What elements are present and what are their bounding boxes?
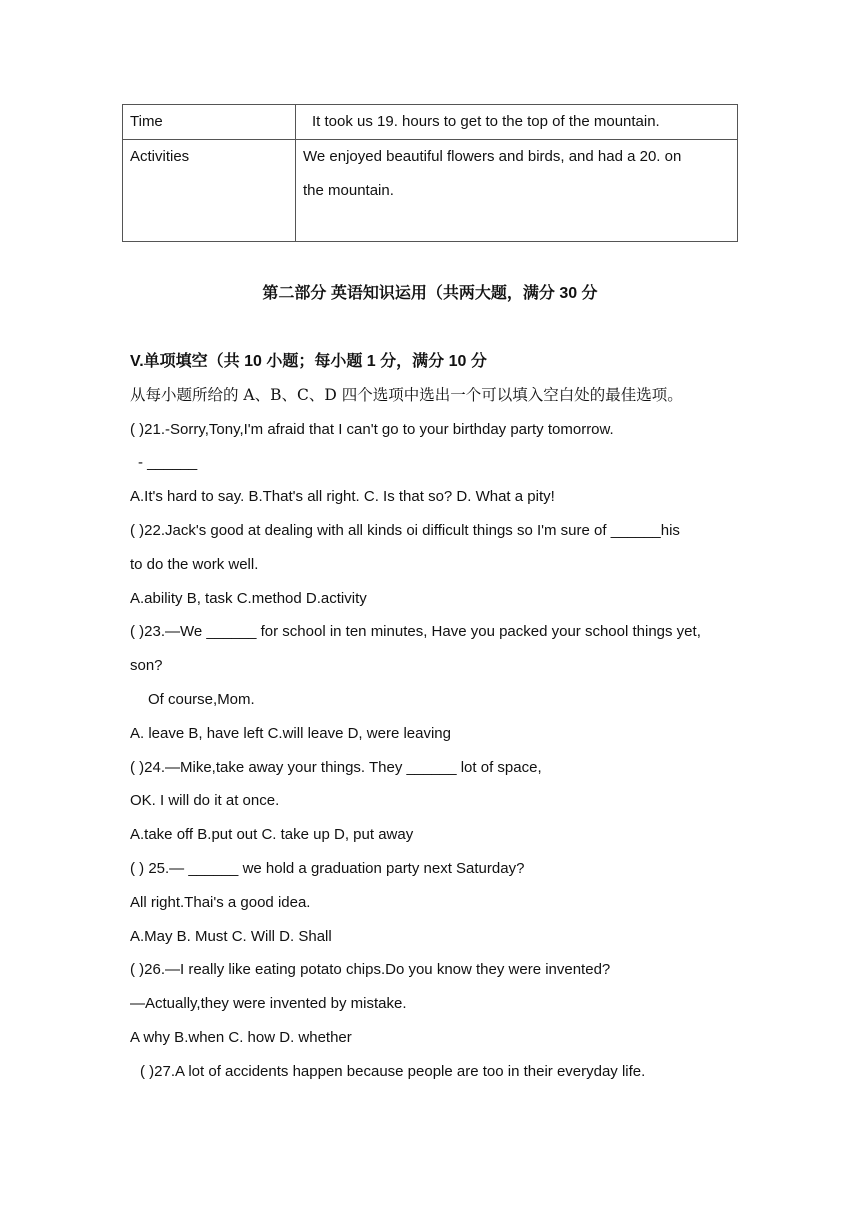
options-line: A.It's hard to say. B.That's all right. C. Is that so? D. What a pity! — [130, 488, 555, 506]
dialogue-line: Of course,Mom. — [148, 690, 255, 708]
question-line: to do the work well. — [130, 555, 259, 573]
part-v-instruction: 从每小题所给的 A、B、C、D 四个选项中选出一个可以填入空白处的最佳选项。 — [130, 385, 683, 404]
options-line: A.take off B.put out C. take up D, put away — [130, 826, 414, 844]
row-label-activities: Activities — [123, 140, 296, 242]
dialogue-line: —Actually,they were invented by mistake. — [130, 995, 407, 1013]
row-content-activities — [296, 140, 738, 242]
activities-line-1: We enjoyed beautiful flowers and birds, and had a 20. on — [303, 148, 682, 165]
row-label-time: Time — [123, 105, 296, 140]
activities-line-2: the mountain. — [303, 182, 394, 199]
options-line: A why B.when C. how D. whether — [130, 1028, 352, 1046]
answer-blank-line: - ______ — [138, 454, 198, 472]
question-line: ( )24.—Mike,take away your things. They ______ lot of space, — [130, 758, 542, 776]
section-heading: 第二部分 英语知识运用（共两大题，满分 30 分 — [262, 285, 598, 302]
question-line: ( )23.—We ______ for school in ten minutes, Have you packed your school things yet, — [130, 623, 701, 641]
question-line: ( )22.Jack's good at dealing with all kinds oi difficult things so I'm sure of ______his — [130, 521, 680, 539]
table-row-activities — [123, 140, 738, 242]
question-line: ( )21.-Sorry,Tony,I'm afraid that I can't go to your birthday party tomorrow. — [130, 420, 614, 438]
options-line: A. leave B, have left C.will leave D, were leaving — [130, 724, 451, 742]
question-line: ( )27.A lot of accidents happen because people are too in their everyday life. — [140, 1062, 646, 1080]
options-line: A.ability B, task C.method D.activity — [130, 589, 367, 607]
dialogue-line: OK. I will do it at once. — [130, 792, 280, 810]
dialogue-line: All right.Thai's a good idea. — [130, 893, 311, 911]
row-content-time: It took us 19. hours to get to the top of the mountain. — [296, 105, 738, 140]
info-table — [122, 104, 738, 242]
question-line: ( ) 25.— ______ we hold a graduation party next Saturday? — [130, 859, 525, 877]
question-line: ( )26.—I really like eating potato chips.Do you know they were invented? — [130, 961, 611, 979]
part-v-heading: V.单项填空（共 10 小题；每小题 1 分，满分 10 分 — [130, 353, 487, 370]
options-line: A.May B. Must C. Will D. Shall — [130, 927, 332, 945]
question-line: son? — [130, 657, 163, 675]
table-row-time — [123, 105, 738, 140]
question-block — [130, 345, 736, 1089]
